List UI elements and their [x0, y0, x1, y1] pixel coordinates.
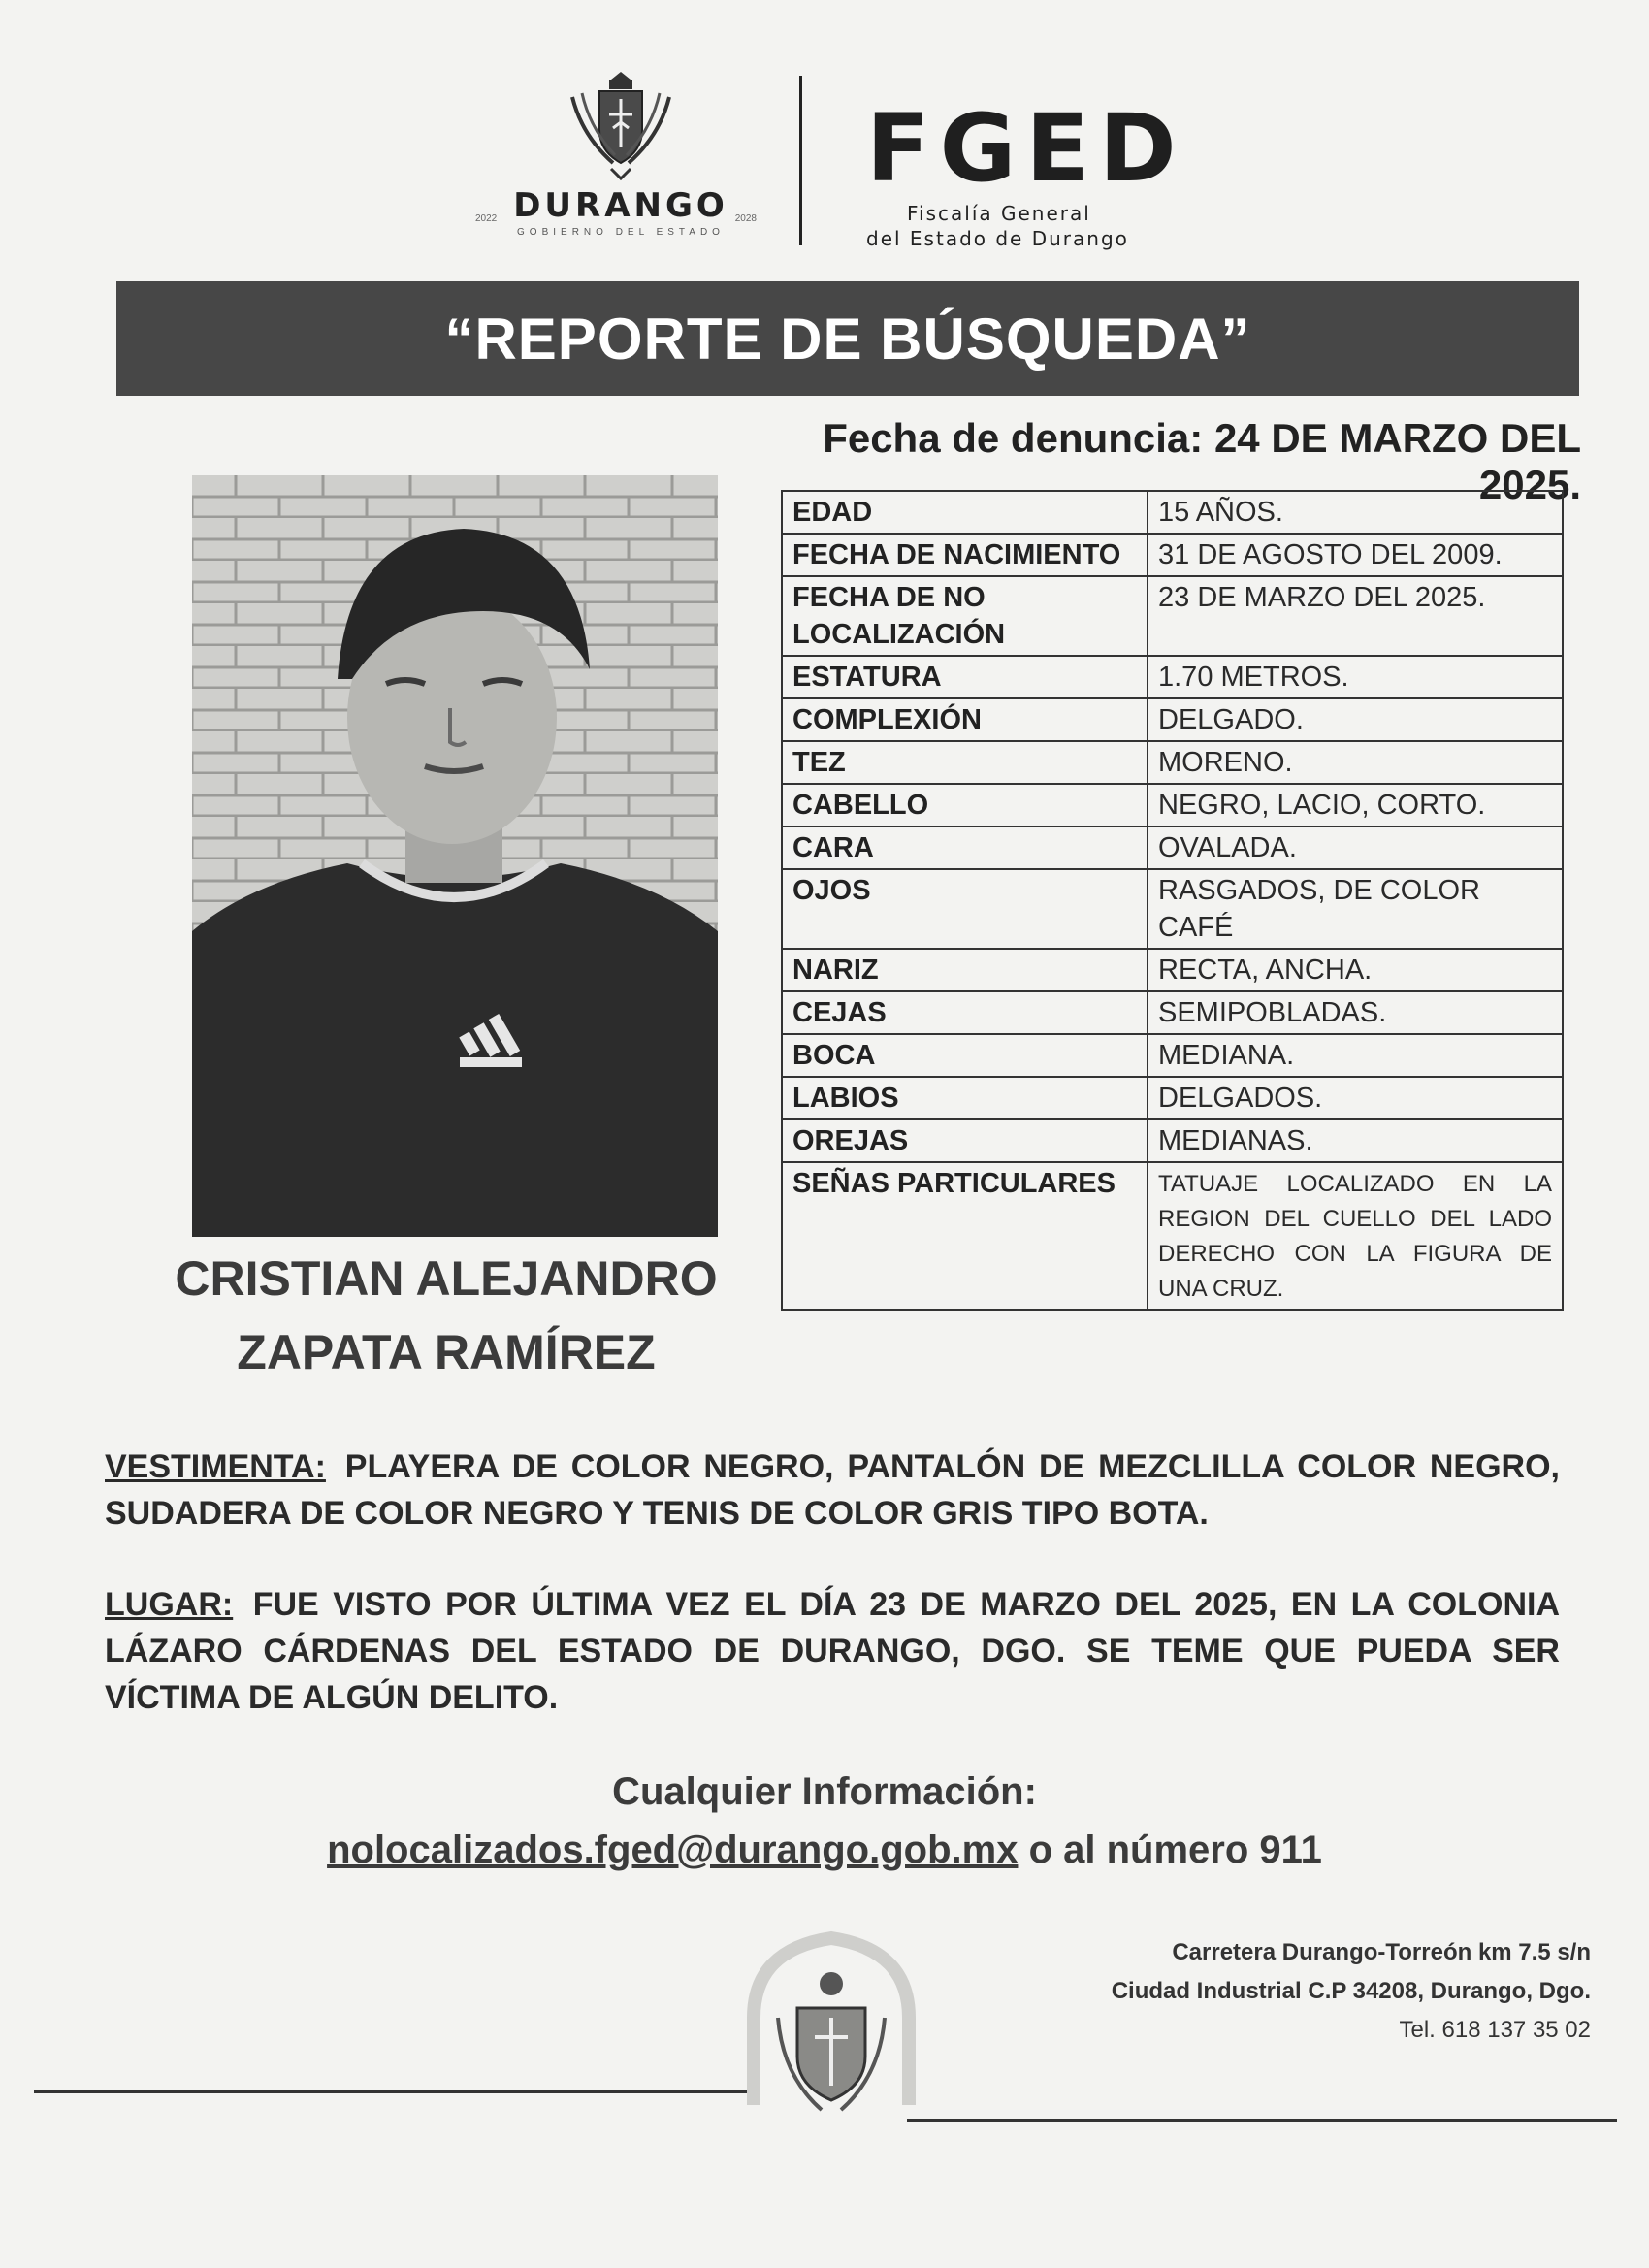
row-value: DELGADOS.	[1148, 1077, 1563, 1119]
report-title: “REPORTE DE BÚSQUEDA”	[444, 306, 1251, 372]
durango-wordmark: DURANGO	[513, 186, 728, 225]
durango-subtitle: GOBIERNO DEL ESTADO	[517, 227, 725, 238]
row-value: RASGADOS, DE COLOR CAFÉ	[1148, 869, 1563, 949]
row-value: SEMIPOBLADAS.	[1148, 991, 1563, 1034]
clothing-description	[105, 1443, 1560, 1537]
table-row	[782, 698, 1563, 741]
fged-acronym: FGED	[866, 94, 1186, 203]
row-value: MORENO.	[1148, 741, 1563, 784]
address-line-2: Ciudad Industrial C.P 34208, Durango, Dgo.	[1111, 1978, 1591, 2004]
row-label: ESTATURA	[782, 656, 1148, 698]
table-row	[782, 949, 1563, 991]
table-row	[782, 534, 1563, 576]
report-date: Fecha de denuncia: 24 DE MARZO DEL 2025.	[823, 415, 1581, 507]
clothing-text: PLAYERA DE COLOR NEGRO, PANTALÓN DE MEZCLILLA COLOR NEGRO, SUDADERA DE COLOR NEGRO Y TENIS DE COLOR GRIS TIPO BOTA.	[105, 1448, 1560, 1532]
row-label: NARIZ	[782, 949, 1148, 991]
row-value: 1.70 METROS.	[1148, 656, 1563, 698]
missing-person-photo	[192, 475, 718, 1237]
row-value: DELGADO.	[1148, 698, 1563, 741]
row-value: MEDIANA.	[1148, 1034, 1563, 1077]
row-label: CEJAS	[782, 991, 1148, 1034]
location-description	[105, 1581, 1560, 1721]
table-row	[782, 741, 1563, 784]
durango-seal-icon	[553, 68, 689, 184]
row-label: OJOS	[782, 869, 1148, 949]
table-row	[782, 869, 1563, 949]
row-label: FECHA DE NACIMIENTO	[782, 534, 1148, 576]
row-label: FECHA DE NO LOCALIZACIÓN	[782, 576, 1148, 656]
row-label: CABELLO	[782, 784, 1148, 826]
table-row	[782, 991, 1563, 1034]
name-line-2: ZAPATA RAMÍREZ	[237, 1325, 656, 1379]
clothing-label: VESTIMENTA:	[105, 1448, 326, 1485]
row-value: 31 DE AGOSTO DEL 2009.	[1148, 534, 1563, 576]
durango-government-logo	[466, 68, 776, 252]
row-value: NEGRO, LACIO, CORTO.	[1148, 784, 1563, 826]
location-text: FUE VISTO POR ÚLTIMA VEZ EL DÍA 23 DE MARZO DEL 2025, EN LA COLONIA LÁZARO CÁRDENAS DEL ESTADO DE DURANGO, DGO. SE TEME QUE PUEDA SER VÍCTIMA DE ALGÚN DELITO.	[105, 1586, 1560, 1716]
row-label: COMPLEXIÓN	[782, 698, 1148, 741]
contact-line	[0, 1829, 1649, 1872]
table-row	[782, 826, 1563, 869]
contact-title: Cualquier Información:	[612, 1770, 1037, 1813]
report-banner	[116, 281, 1579, 396]
office-address	[912, 1933, 1591, 2050]
footer-divider-left	[34, 2090, 747, 2093]
fged-seal-icon	[739, 1930, 923, 2124]
row-value: OVALADA.	[1148, 826, 1563, 869]
contact-phone-text: o al número 911	[1028, 1829, 1322, 1871]
row-value: 15 AÑOS.	[1148, 491, 1563, 534]
fged-name-line2: del Estado de Durango	[866, 227, 1129, 250]
row-value: 23 DE MARZO DEL 2025.	[1148, 576, 1563, 656]
table-row	[782, 1162, 1563, 1310]
row-label: CARA	[782, 826, 1148, 869]
table-row	[782, 1077, 1563, 1119]
row-label: OREJAS	[782, 1119, 1148, 1162]
table-row	[782, 784, 1563, 826]
address-phone: Tel. 618 137 35 02	[1399, 2017, 1591, 2043]
table-row	[782, 491, 1563, 534]
address-line-1: Carretera Durango-Torreón km 7.5 s/n	[1172, 1939, 1591, 1965]
table-row	[782, 576, 1563, 656]
row-label: BOCA	[782, 1034, 1148, 1077]
header-divider	[799, 76, 802, 245]
fged-name-line1: Fiscalía General	[907, 202, 1091, 225]
person-details-table	[781, 490, 1564, 1311]
table-row	[782, 1119, 1563, 1162]
row-label: LABIOS	[782, 1077, 1148, 1119]
row-label: TEZ	[782, 741, 1148, 784]
location-label: LUGAR:	[105, 1586, 234, 1623]
row-value: TATUAJE LOCALIZADO EN LA REGION DEL CUELLO DEL LADO DERECHO CON LA FIGURA DE UNA CRUZ.	[1148, 1162, 1563, 1310]
table-row	[782, 656, 1563, 698]
contact-email-link[interactable]: nolocalizados.fged@durango.gob.mx	[327, 1829, 1018, 1871]
missing-person-name	[155, 1242, 737, 1389]
footer-divider-right	[907, 2119, 1617, 2122]
row-label: SEÑAS PARTICULARES	[782, 1162, 1148, 1310]
row-value: MEDIANAS.	[1148, 1119, 1563, 1162]
row-value: RECTA, ANCHA.	[1148, 949, 1563, 991]
row-label: EDAD	[782, 491, 1148, 534]
durango-year-end: 2028	[734, 213, 757, 224]
table-row	[782, 1034, 1563, 1077]
fged-logo	[866, 94, 1235, 250]
durango-year-start: 2022	[475, 213, 498, 224]
name-line-1: CRISTIAN ALEJANDRO	[175, 1251, 718, 1306]
